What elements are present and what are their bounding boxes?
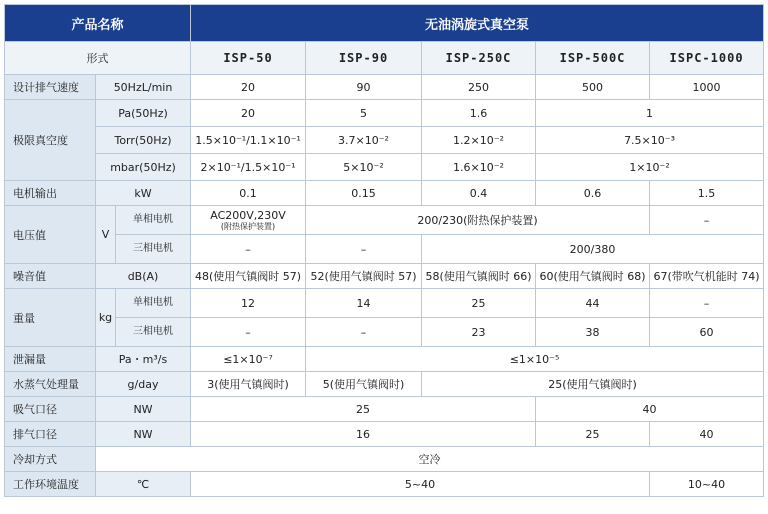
value-cell: 空冷 xyxy=(96,447,764,472)
value-cell: 14 xyxy=(306,289,422,318)
value-cell: 20 xyxy=(191,75,306,100)
row-label-temp: 工作环境温度 xyxy=(5,472,96,497)
value-cell: 0.15 xyxy=(306,181,422,206)
model-label: 形式 xyxy=(5,42,191,75)
value-cell: – xyxy=(650,206,764,235)
value-cell: – xyxy=(191,318,306,347)
value-cell: 1 xyxy=(536,100,764,127)
value-cell: 0.6 xyxy=(536,181,650,206)
voltage-note: (附热保护装置) xyxy=(220,221,276,231)
value-cell: 10~40 xyxy=(650,472,764,497)
value-cell xyxy=(191,206,306,235)
unit-noise: dB(A) xyxy=(96,264,191,289)
model-name: ISP-90 xyxy=(306,42,422,75)
value-cell: 1.6 xyxy=(422,100,536,127)
single-phase-label: 单相电机 xyxy=(116,289,191,318)
unit-mbar: mbar(50Hz) xyxy=(96,154,191,181)
row-label-vacuum: 极限真空度 xyxy=(5,100,96,181)
value-cell: 40 xyxy=(536,397,764,422)
value-cell: 1.5×10⁻¹/1.1×10⁻¹ xyxy=(191,127,306,154)
three-phase-label: 三相电机 xyxy=(116,235,191,264)
row-label-inlet: 吸气口径 xyxy=(5,397,96,422)
value-cell: 25(使用气镇阀时) xyxy=(422,372,764,397)
value-cell: – xyxy=(306,318,422,347)
unit-voltage: V xyxy=(96,206,116,264)
model-name: ISP-500C xyxy=(536,42,650,75)
value-cell: 44 xyxy=(536,289,650,318)
value-cell: 48(使用气镇阀时 57) xyxy=(191,264,306,289)
value-cell: 200/230(附热保护装置) xyxy=(306,206,650,235)
model-name: ISPC-1000 xyxy=(650,42,764,75)
value-cell: 16 xyxy=(191,422,536,447)
voltage-main: AC200V,230V xyxy=(210,208,286,222)
unit-inlet: NW xyxy=(96,397,191,422)
value-cell: 0.1 xyxy=(191,181,306,206)
value-cell: 1.6×10⁻² xyxy=(422,154,536,181)
value-cell: 25 xyxy=(191,397,536,422)
unit-vapor: g/day xyxy=(96,372,191,397)
row-label-motor: 电机输出 xyxy=(5,181,96,206)
value-cell: 5~40 xyxy=(191,472,650,497)
row-label-noise: 噪音值 xyxy=(5,264,96,289)
value-cell: – xyxy=(191,235,306,264)
value-cell: 20 xyxy=(191,100,306,127)
three-phase-label: 三相电机 xyxy=(116,318,191,347)
value-cell: 67(带吹气机能时 74) xyxy=(650,264,764,289)
product-value-header: 无油涡旋式真空泵 xyxy=(191,5,764,42)
value-cell: 1.5 xyxy=(650,181,764,206)
value-cell: 3.7×10⁻² xyxy=(306,127,422,154)
value-cell: 2×10⁻¹/1.5×10⁻¹ xyxy=(191,154,306,181)
model-name: ISP-50 xyxy=(191,42,306,75)
product-name-header: 产品名称 xyxy=(5,5,191,42)
value-cell: 12 xyxy=(191,289,306,318)
row-label-vapor: 水蒸气处理量 xyxy=(5,372,96,397)
value-cell: 0.4 xyxy=(422,181,536,206)
value-cell: 58(使用气镇阀时 66) xyxy=(422,264,536,289)
row-label-cooling: 冷却方式 xyxy=(5,447,96,472)
row-label-outlet: 排气口径 xyxy=(5,422,96,447)
value-cell: 250 xyxy=(422,75,536,100)
row-label-voltage: 电压值 xyxy=(5,206,96,264)
model-name: ISP-250C xyxy=(422,42,536,75)
single-phase-label: 单相电机 xyxy=(116,206,191,235)
value-cell: 38 xyxy=(536,318,650,347)
row-label-speed: 设计排气速度 xyxy=(5,75,96,100)
unit-outlet: NW xyxy=(96,422,191,447)
row-label-weight: 重量 xyxy=(5,289,96,347)
value-cell: 1.2×10⁻² xyxy=(422,127,536,154)
value-cell: 5(使用气镇阀时) xyxy=(306,372,422,397)
unit-speed: 50HzL/min xyxy=(96,75,191,100)
value-cell: – xyxy=(650,289,764,318)
value-cell: ≤1×10⁻⁷ xyxy=(191,347,306,372)
unit-leak: Pa・m³/s xyxy=(96,347,191,372)
unit-pa: Pa(50Hz) xyxy=(96,100,191,127)
value-cell: ≤1×10⁻⁵ xyxy=(306,347,764,372)
unit-weight: kg xyxy=(96,289,116,347)
value-cell: 5 xyxy=(306,100,422,127)
value-cell: 40 xyxy=(650,422,764,447)
value-cell: 60(使用气镇阀时 68) xyxy=(536,264,650,289)
unit-torr: Torr(50Hz) xyxy=(96,127,191,154)
unit-temp: ℃ xyxy=(96,472,191,497)
value-cell: 1×10⁻² xyxy=(536,154,764,181)
value-cell: 23 xyxy=(422,318,536,347)
value-cell: 1000 xyxy=(650,75,764,100)
value-cell: 500 xyxy=(536,75,650,100)
row-label-leak: 泄漏量 xyxy=(5,347,96,372)
value-cell: 7.5×10⁻³ xyxy=(536,127,764,154)
value-cell: 60 xyxy=(650,318,764,347)
value-cell: 3(使用气镇阀时) xyxy=(191,372,306,397)
value-cell: 52(使用气镇阀时 57) xyxy=(306,264,422,289)
unit-motor: kW xyxy=(96,181,191,206)
value-cell: 5×10⁻² xyxy=(306,154,422,181)
spec-table xyxy=(4,4,764,497)
value-cell: 200/380 xyxy=(422,235,764,264)
value-cell: 90 xyxy=(306,75,422,100)
value-cell: 25 xyxy=(422,289,536,318)
value-cell: 25 xyxy=(536,422,650,447)
value-cell: – xyxy=(306,235,422,264)
